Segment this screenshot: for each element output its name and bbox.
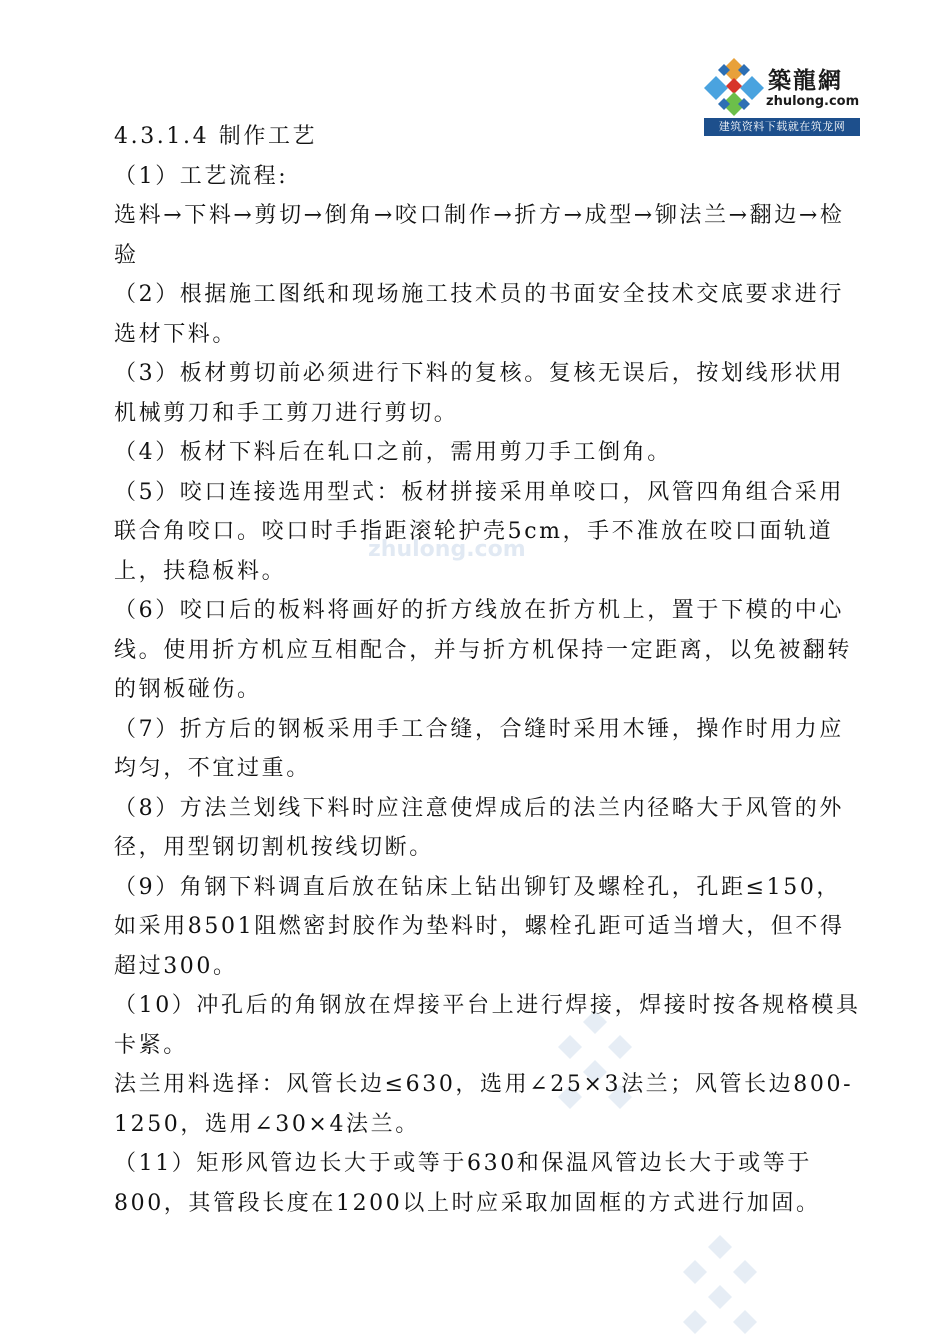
paragraph-4: （4）板材下料后在轧口之前，需用剪刀手工倒角。 [114, 440, 672, 465]
flange-material-selection: 法兰用料选择：风管长边≤630，选用∠25×3法兰；风管长边800-1250，选用∠30×4法兰。 [114, 1072, 854, 1137]
logo-slogan-banner: 建筑资料下载就在筑龙网 [704, 118, 860, 136]
paragraph-6: （6）咬口后的板料将画好的折方线放在折方机上，置于下模的中心线。使用折方机应互相配合，并与折方机保持一定距离，以免被翻转的钢板碰伤。 [114, 598, 853, 702]
process-flow: 选料→下料→剪切→倒角→咬口制作→折方→成型→铆法兰→翻边→检验 [114, 203, 845, 268]
paragraph-7: （7）折方后的钢板采用手工合缝，合缝时采用木锤，操作时用力应均匀，不宜过重。 [114, 716, 844, 781]
paragraph-9: （9）角钢下料调直后放在钻床上钻出铆钉及螺栓孔，孔距≤150，如采用8501阻燃密封胶作为垫料时，螺栓孔距可适当增大，但不得超过300。 [114, 874, 845, 979]
paragraph-1: （1）工艺流程: [114, 163, 289, 189]
watermark-diamond-icon [670, 1235, 770, 1335]
zhulong-logo-icon [702, 56, 766, 116]
section-heading: 4.3.1.4 制作工艺 [114, 124, 318, 149]
paragraph-5: （5）咬口连接选用型式：板材拼接采用单咬口，风管四角组合采用联合角咬口。咬口时手指距滚轮护壳5cm，手不准放在咬口面轨道上，扶稳板料。 [114, 479, 844, 584]
paragraph-11: （11）矩形风管边长大于或等于630和保温风管边长大于或等于800，其管段长度在1200以上时应采取加固框的方式进行加固。 [114, 1151, 821, 1216]
paragraph-2: （2）根据施工图纸和现场施工技术员的书面安全技术交底要求进行选材下料。 [114, 282, 844, 347]
document-body [114, 117, 862, 1223]
watermark-text: zhulong.com [368, 537, 526, 562]
logo-brand-name: 築龍網 [768, 68, 843, 94]
logo-url: zhulong.com [766, 94, 860, 109]
paragraph-8: （8）方法兰划线下料时应注意使焊成后的法兰内径略大于风管的外径，用型钢切割机按线切断。 [114, 795, 844, 860]
paragraph-3: （3）板材剪切前必须进行下料的复核。复核无误后，按划线形状用机械剪刀和手工剪刀进行剪切。 [114, 361, 844, 426]
paragraph-10: （10）冲孔后的角钢放在焊接平台上进行焊接，焊接时按各规格模具卡紧。 [114, 993, 861, 1058]
